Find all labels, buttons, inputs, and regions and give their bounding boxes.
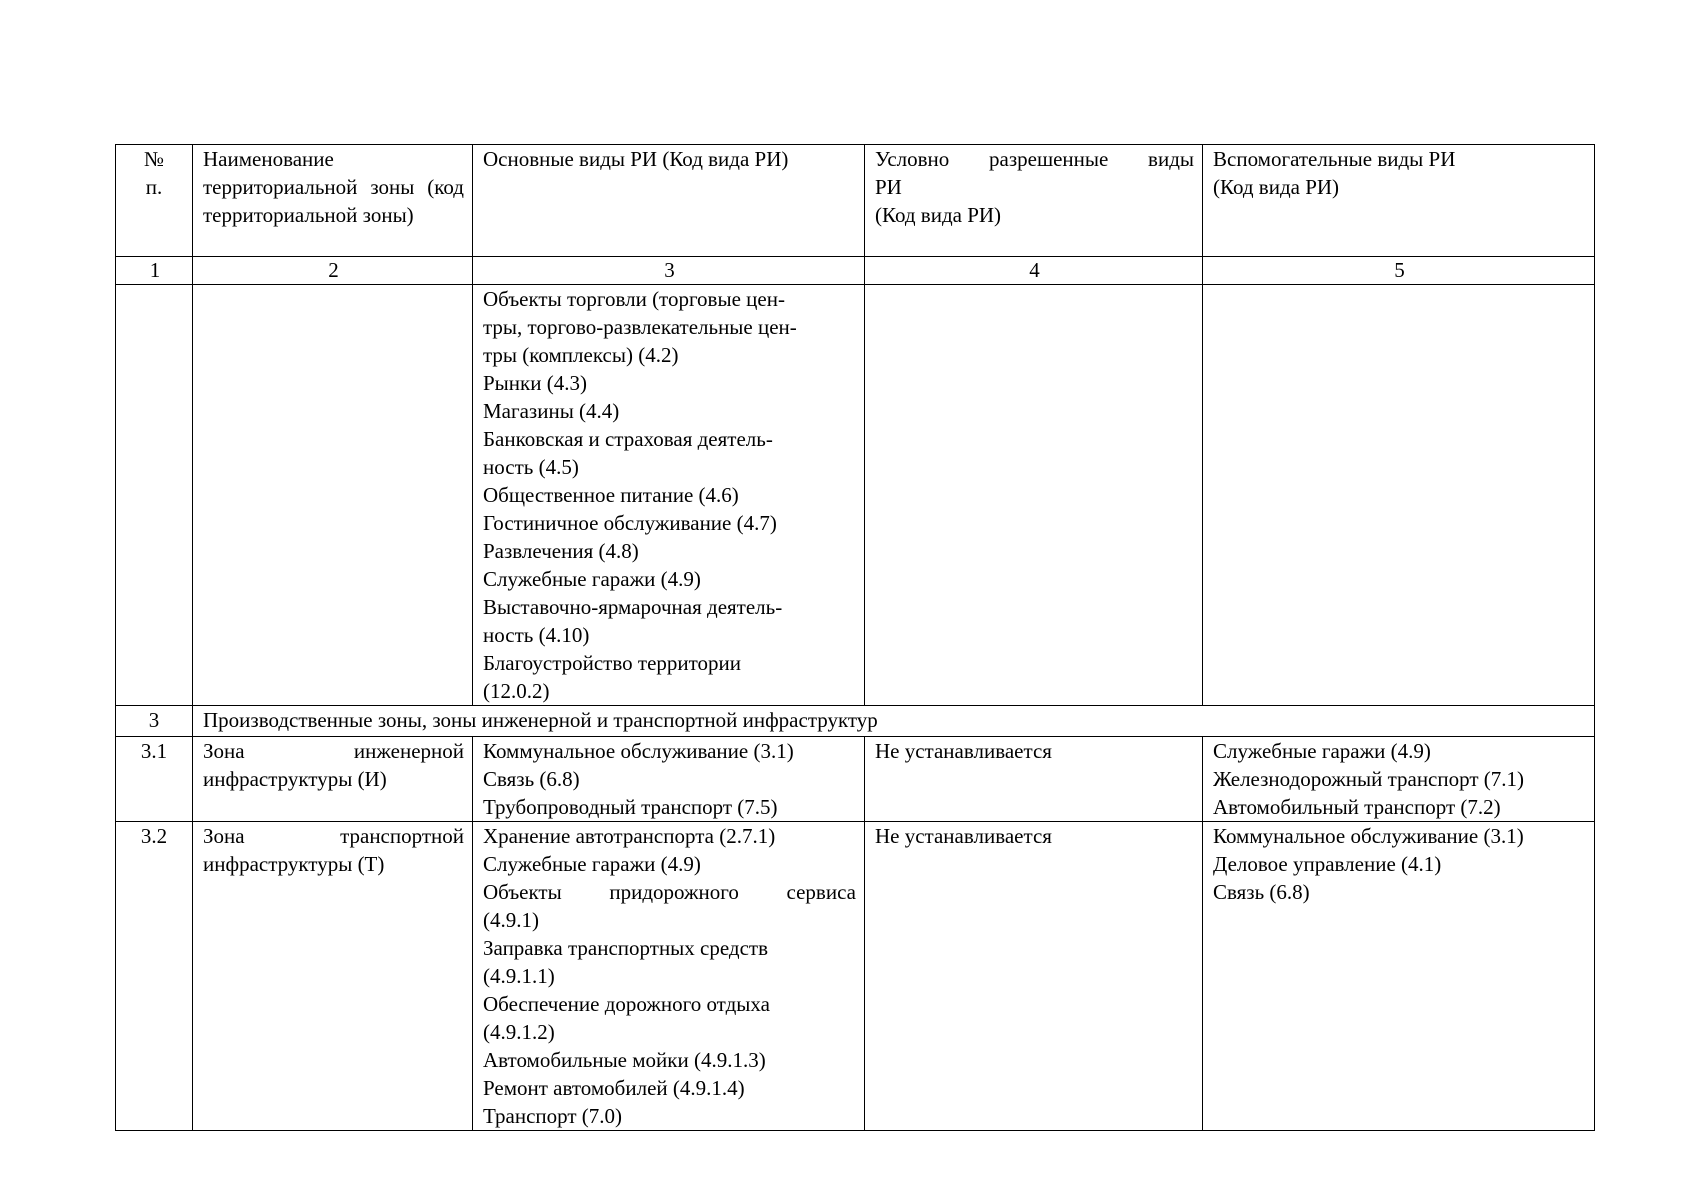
header-number (116, 145, 193, 257)
continuation-row (116, 285, 1595, 706)
main-use-line: (4.9.1.2) (483, 1020, 555, 1044)
row-number: 3.1 (116, 737, 193, 822)
auxiliary-use-line: Деловое управление (4.1) (1213, 852, 1442, 876)
section-number: 3 (116, 706, 193, 737)
column-index: 3 (473, 257, 865, 285)
continuation-auxiliary-cell (1203, 285, 1595, 706)
auxiliary-use-line: Автомобильный транспорт (7.2) (1213, 795, 1501, 819)
zone-name-cell (193, 737, 473, 822)
continuation-main-uses-cell (473, 285, 865, 706)
table-row (116, 737, 1595, 822)
auxiliary-use-line: Коммунальное обслуживание (3.1) (1213, 824, 1524, 848)
main-use-line: Заправка транспортных средств (483, 936, 769, 960)
main-use-line: Общественное питание (4.6) (483, 483, 739, 507)
main-use-line: (4.9.1.1) (483, 964, 555, 988)
conditional-uses-cell (865, 737, 1203, 822)
header-main-uses (473, 145, 865, 257)
header-conditional-line1: Условно разрешенные виды (875, 147, 1194, 171)
main-use-line: ность (4.5) (483, 455, 579, 479)
main-use-line: (4.9.1) (483, 908, 539, 932)
main-use-line: Обеспечение дорожного отдыха (483, 992, 770, 1016)
main-use-line: Объекты придорожного сервиса (483, 880, 856, 904)
table-row (116, 822, 1595, 1131)
main-use-line: Коммунальное обслуживание (3.1) (483, 739, 794, 763)
auxiliary-use-line: Железнодорожный транспорт (7.1) (1213, 767, 1525, 791)
header-number-sign: № (143, 147, 165, 171)
column-index: 4 (865, 257, 1203, 285)
zone-name-line: инфраструктуры (Т) (203, 852, 385, 876)
main-uses-cell (473, 737, 865, 822)
conditional-use-line: Не устанавливается (875, 739, 1052, 763)
main-use-line: Выставочно-ярмарочная деятель- (483, 595, 783, 619)
section-title: Производственные зоны, зоны инженерной и транспортной инфраструктур (193, 706, 1595, 737)
main-use-line: Магазины (4.4) (483, 399, 620, 423)
main-use-line: Банковская и страховая деятель- (483, 427, 773, 451)
zone-name-line: инфраструктуры (И) (203, 767, 387, 791)
section-row (116, 706, 1595, 737)
main-use-line: Ремонт автомобилей (4.9.1.4) (483, 1076, 745, 1100)
land-use-table (115, 144, 1595, 1131)
header-auxiliary-line2: (Код вида РИ) (1213, 175, 1340, 199)
auxiliary-use-line: Связь (6.8) (1213, 880, 1310, 904)
main-use-line: тры (комплексы) (4.2) (483, 343, 679, 367)
main-use-line: тры, торгово-развлекательные цен- (483, 315, 797, 339)
zone-name-cell (193, 822, 473, 1131)
main-use-line: Хранение автотранспорта (2.7.1) (483, 824, 776, 848)
auxiliary-use-line: Служебные гаражи (4.9) (1213, 739, 1431, 763)
column-index: 5 (1203, 257, 1595, 285)
conditional-use-line: Не устанавливается (875, 824, 1052, 848)
main-use-line: ность (4.10) (483, 623, 590, 647)
main-use-line: Рынки (4.3) (483, 371, 587, 395)
continuation-number-cell (116, 285, 193, 706)
header-main-uses-text: Основные виды РИ (Код вида РИ) (483, 147, 789, 171)
header-conditional-line2: РИ (875, 175, 902, 199)
main-use-line: Транспорт (7.0) (483, 1104, 623, 1128)
column-index: 1 (116, 257, 193, 285)
column-index-row (116, 257, 1595, 285)
header-zone-name-text: Наименование территориальной зоны (код территориальной зоны) (203, 147, 464, 227)
main-use-line: Служебные гаражи (4.9) (483, 567, 701, 591)
row-number: 3.2 (116, 822, 193, 1131)
main-use-line: Автомобильные мойки (4.9.1.3) (483, 1048, 766, 1072)
header-zone-name (193, 145, 473, 257)
main-use-line: (12.0.2) (483, 679, 550, 703)
continuation-conditional-cell (865, 285, 1203, 706)
main-use-line: Связь (6.8) (483, 767, 580, 791)
main-uses-cell (473, 822, 865, 1131)
main-use-line: Трубопроводный транспорт (7.5) (483, 795, 778, 819)
table-header-row (116, 145, 1595, 257)
main-use-line: Развлечения (4.8) (483, 539, 639, 563)
main-use-line: Благоустройство территории (483, 651, 741, 675)
header-conditional-line3: (Код вида РИ) (875, 203, 1002, 227)
header-number-abbr: п. (145, 175, 163, 199)
header-conditional-uses (865, 145, 1203, 257)
zone-name-line: Зона транспортной (203, 824, 464, 848)
auxiliary-uses-cell (1203, 737, 1595, 822)
column-index: 2 (193, 257, 473, 285)
main-use-line: Объекты торговли (торговые цен- (483, 287, 785, 311)
main-use-line: Служебные гаражи (4.9) (483, 852, 701, 876)
main-use-line: Гостиничное обслуживание (4.7) (483, 511, 777, 535)
continuation-zone-cell (193, 285, 473, 706)
zone-name-line: Зона инженерной (203, 739, 464, 763)
conditional-uses-cell (865, 822, 1203, 1131)
document-page (115, 144, 1594, 1131)
header-auxiliary-line1: Вспомогательные виды РИ (1213, 147, 1456, 171)
auxiliary-uses-cell (1203, 822, 1595, 1131)
header-auxiliary-uses (1203, 145, 1595, 257)
